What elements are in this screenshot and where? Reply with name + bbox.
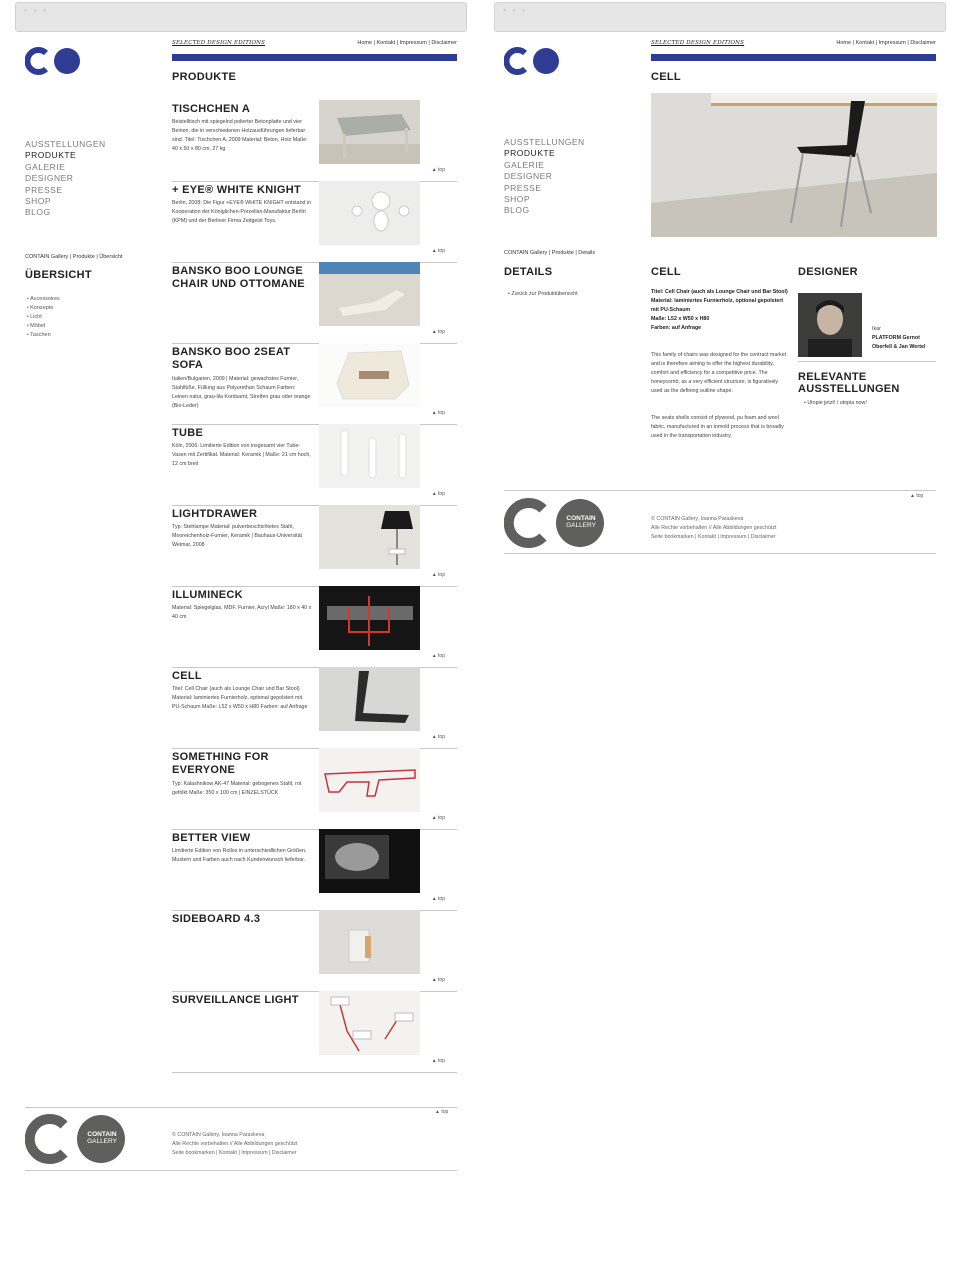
top-links[interactable]: Home | Kontakt | Impressum | Disclaimer bbox=[836, 40, 936, 46]
product-title[interactable]: BANSKO BOO 2SEAT SOFA bbox=[172, 346, 291, 371]
product-item[interactable] bbox=[172, 424, 457, 506]
sideboard-image bbox=[319, 910, 420, 974]
nav-item-produkte[interactable]: PRODUKTE bbox=[504, 148, 556, 159]
product-description: Limitierte Edition von Rollos in unterschiedlichen Größen, Mustern und Farben auch nach Kundenwunsch lieferbar. bbox=[172, 848, 307, 863]
product-item[interactable] bbox=[172, 262, 457, 344]
logo-co-icon bbox=[25, 47, 81, 75]
description-paragraph-2: The seats shells consist of plywood, pu foam and wool fabric, manufactured in an inmold process that is broadly used in the transportation industry. bbox=[651, 415, 784, 439]
product-item[interactable] bbox=[172, 586, 457, 668]
cell-chair-hero-image bbox=[651, 93, 937, 237]
lamp-image bbox=[319, 505, 420, 569]
product-item[interactable] bbox=[172, 343, 457, 425]
product-overview-page bbox=[15, 0, 467, 1272]
back-link[interactable] bbox=[508, 290, 578, 299]
product-description: Italien/Bulgarien, 2009 | Material: gewachstes Furnier, Stahlfüße, Füllung aus Polyurethan Schaum Farben: Leinen natur, grau-lila Kordsamt, Streifen grau oder orange (Bio-Leder) bbox=[172, 376, 311, 409]
nav-item-presse[interactable]: PRESSE bbox=[504, 182, 542, 193]
logo-text-line1: CONTAIN bbox=[566, 515, 596, 522]
sofa-image bbox=[319, 343, 420, 407]
camera-lamp-image bbox=[319, 991, 420, 1055]
details-heading: DETAILS bbox=[504, 266, 553, 278]
main-nav bbox=[504, 137, 585, 217]
product-title[interactable]: ILLUMINECK bbox=[172, 589, 243, 601]
chair-photo[interactable] bbox=[319, 667, 420, 731]
chandelier-photo[interactable] bbox=[319, 586, 420, 650]
side-table-photo[interactable] bbox=[319, 100, 420, 164]
lamp-photo[interactable] bbox=[319, 505, 420, 569]
product-title[interactable]: BANSKO BOO LOUNGE CHAIR UND OTTOMANE bbox=[172, 265, 305, 290]
spec-dimensions: Maße: L52 x W50 x H80 bbox=[651, 316, 710, 322]
category-licht[interactable]: • Licht bbox=[27, 313, 60, 322]
back-to-top-link[interactable]: ▲ top bbox=[431, 410, 445, 416]
nav-item-ausstellungen[interactable]: AUSSTELLUNGEN bbox=[504, 137, 585, 147]
footer-top-link[interactable]: ▲ top bbox=[435, 1109, 449, 1115]
product-item[interactable] bbox=[172, 667, 457, 749]
chair-image bbox=[319, 667, 420, 731]
product-description: Berlin, 2008: Die Figur +EYE® WHITE KNIGHT entstand in Kooperation der Königlichen-Porzellan-Manufaktur Berlin (KPM) und der Berliner Firma Zeitgeist Toys. bbox=[172, 200, 312, 224]
figures-image bbox=[319, 181, 420, 245]
page-title: PRODUKTE bbox=[172, 71, 237, 83]
footer-text bbox=[651, 515, 776, 542]
nav-item-designer[interactable]: DESIGNER bbox=[25, 173, 74, 184]
back-to-top-link[interactable]: ▲ top bbox=[431, 572, 445, 578]
product-title[interactable]: + EYE® WHITE KNIGHT bbox=[172, 184, 302, 196]
product-title[interactable]: LIGHTDRAWER bbox=[172, 508, 258, 520]
designer-divider bbox=[798, 361, 936, 362]
product-title[interactable]: CELL bbox=[172, 670, 202, 682]
product-item[interactable] bbox=[172, 748, 457, 830]
camera-lamp-photo[interactable] bbox=[319, 991, 420, 1055]
cell-heading: CELL bbox=[651, 266, 681, 278]
nav-item-produkte[interactable]: PRODUKTE bbox=[25, 150, 77, 161]
chandelier-image bbox=[319, 586, 420, 650]
designer-name[interactable]: PLATFORM Gernot Oberfell & Jan Wertel bbox=[872, 335, 926, 350]
product-description: Beistelltisch mit spiegelnd polierter Betonplatte und vier Beinen, die in verschiedenen Holzausführungen lieferbar sind. Titel: Tischchen A, 2009 Material: Beton, Holz Maße: 40 x 50 x 80 cm, 27 kg bbox=[172, 119, 308, 152]
back-to-top-link[interactable]: ▲ top bbox=[431, 329, 445, 335]
nav-item-galerie[interactable]: GALERIE bbox=[504, 159, 545, 170]
nav-item-shop[interactable]: SHOP bbox=[504, 194, 531, 205]
logo-text-line2: GALLERY bbox=[566, 522, 596, 529]
description-paragraph-1: This family of chairs was designed for the contract market and is therefore aiming to offer the highest durability, comfort and efficiency for a competitive price. The honeycomb, as a very efficient structure, is figuratively used as the defining outline shape. bbox=[651, 352, 787, 394]
logo[interactable] bbox=[504, 47, 560, 75]
roller-blind-image bbox=[319, 829, 420, 893]
designer-label: Ikar bbox=[872, 326, 881, 332]
back-to-top-link[interactable]: ▲ top bbox=[431, 896, 445, 902]
selected-editions-link[interactable]: SELECTED DESIGN EDITIONS bbox=[172, 40, 266, 46]
rifle-sculpture-image bbox=[319, 748, 420, 812]
product-title[interactable]: BETTER VIEW bbox=[172, 832, 251, 844]
rifle-sculpture-photo[interactable] bbox=[319, 748, 420, 812]
back-to-top-link[interactable]: ▲ top bbox=[431, 167, 445, 173]
back-to-top-link[interactable]: ▲ top bbox=[431, 653, 445, 659]
footer-text bbox=[172, 1131, 297, 1158]
accent-bar bbox=[651, 54, 936, 61]
product-title[interactable]: TUBE bbox=[172, 427, 204, 439]
designer-portrait-image bbox=[798, 293, 862, 357]
category-moebel[interactable]: • Möbel bbox=[27, 322, 60, 331]
back-to-top-link[interactable]: ▲ top bbox=[431, 977, 445, 983]
nav-item-galerie[interactable]: GALERIE bbox=[25, 161, 66, 172]
sidebar-heading: ÜBERSICHT bbox=[25, 269, 92, 281]
product-item[interactable] bbox=[172, 829, 457, 911]
back-to-top-link[interactable]: ▲ top bbox=[431, 815, 445, 821]
designer-portrait[interactable] bbox=[798, 293, 862, 357]
nav-item-presse[interactable]: PRESSE bbox=[25, 184, 63, 195]
designer-info bbox=[872, 325, 936, 352]
product-title[interactable]: SOMETHING FOR EVERYONE bbox=[172, 751, 269, 776]
window-dots-icon: ● ● ● bbox=[24, 8, 49, 14]
sofa-photo[interactable] bbox=[319, 343, 420, 407]
footer-copyright: © CONTAIN Gallery, Ioanna Paraskeva bbox=[172, 1132, 265, 1138]
spec-title: Titel: Cell Chair (auch als Lounge Chair und Bar Stool) bbox=[651, 289, 788, 295]
nav-item-blog[interactable]: BLOG bbox=[25, 207, 51, 218]
bullet-icon: • bbox=[804, 400, 808, 406]
nav-item-blog[interactable]: BLOG bbox=[504, 205, 530, 216]
product-item[interactable] bbox=[172, 100, 457, 182]
nav-item-designer[interactable]: DESIGNER bbox=[504, 171, 553, 182]
logo-co-icon bbox=[504, 47, 560, 75]
designer-heading: DESIGNER bbox=[798, 266, 858, 278]
product-title[interactable]: TISCHCHEN A bbox=[172, 103, 251, 115]
footer-links[interactable]: Seite bookmarken | Kontakt | Impressum | Disclaimer bbox=[172, 1150, 297, 1156]
footer-rights: Alle Rechte vorbehalten // Alle Abbildungen geschützt bbox=[651, 525, 777, 531]
selected-editions-link[interactable]: SELECTED DESIGN EDITIONS bbox=[651, 40, 745, 46]
footer-rights: Alle Rechte vorbehalten // Alle Abbildungen geschützt bbox=[172, 1141, 298, 1147]
product-title[interactable]: SIDEBOARD 4.3 bbox=[172, 913, 261, 925]
lounge-chair-photo[interactable] bbox=[319, 262, 420, 326]
footer-divider bbox=[504, 490, 936, 491]
exhibitions-heading: RELEVANTE AUSSTELLUNGEN bbox=[798, 371, 900, 395]
logo-text-line2: GALLERY bbox=[87, 1138, 117, 1145]
back-to-top-link[interactable]: ▲ top bbox=[431, 1058, 445, 1064]
footer-logo[interactable] bbox=[504, 498, 606, 548]
window-dots-icon: ● ● ● bbox=[503, 8, 528, 14]
footer-copyright: © CONTAIN Gallery, Ioanna Paraskeva bbox=[651, 516, 744, 522]
side-table-image bbox=[319, 100, 420, 164]
accent-bar bbox=[172, 54, 457, 61]
top-links[interactable]: Home | Kontakt | Impressum | Disclaimer bbox=[357, 40, 457, 46]
product-description: Typ: Kalashnikow AK-47 Material: gebogenes Stahl, rot gefolkt Maße: 350 x 100 cm | EINZELSTÜCK bbox=[172, 781, 302, 796]
breadcrumb[interactable]: CONTAIN Gallery | Produkte | Übersicht bbox=[25, 254, 123, 260]
nav-item-ausstellungen[interactable]: AUSSTELLUNGEN bbox=[25, 139, 106, 149]
footer-bottom-divider bbox=[25, 1170, 457, 1171]
product-description: Material: Spiegelglas, MDF, Furnier, Acryl Maße: 180 x 40 x 40 cm bbox=[172, 605, 312, 620]
back-link-text[interactable]: Zurück zur Produktübersicht bbox=[511, 291, 578, 297]
footer-logo[interactable] bbox=[25, 1114, 127, 1164]
breadcrumb[interactable]: CONTAIN Gallery | Produkte | Details bbox=[504, 250, 596, 256]
footer-links[interactable]: Seite bookmarken | Kontakt | Impressum | Disclaimer bbox=[651, 534, 776, 540]
browser-chrome bbox=[15, 2, 467, 32]
category-konzepte[interactable]: • Konzepte bbox=[27, 304, 60, 313]
category-taschen[interactable]: • Taschen bbox=[27, 331, 60, 340]
product-detail-page bbox=[494, 0, 946, 600]
back-to-top-link[interactable]: ▲ top bbox=[431, 248, 445, 254]
footer-divider bbox=[25, 1107, 457, 1108]
vases-image bbox=[319, 424, 420, 488]
back-to-top-link[interactable]: ▲ top bbox=[431, 491, 445, 497]
product-title[interactable]: SURVEILLANCE LIGHT bbox=[172, 994, 299, 1006]
porcelain-figures-photo[interactable] bbox=[319, 181, 420, 245]
exhibition-item[interactable] bbox=[804, 399, 867, 408]
product-description: Köln, 2006: Limitierte Edition von insgesamt vier Tube-Vasen mit Zertifikat. Material: Keramik | Maße: 21 cm hoch, 12 cm breit bbox=[172, 443, 311, 467]
category-accessoires[interactable]: • Accessoires bbox=[27, 295, 60, 304]
product-item[interactable] bbox=[172, 991, 457, 1073]
spec-colors: Farben: auf Anfrage bbox=[651, 325, 702, 331]
lounge-chair-image bbox=[319, 262, 420, 326]
browser-chrome bbox=[494, 2, 946, 32]
roller-blind-photo[interactable] bbox=[319, 829, 420, 893]
page-title: CELL bbox=[651, 71, 681, 83]
footer-top-link[interactable]: ▲ top bbox=[910, 493, 924, 499]
exhibition-item-text[interactable]: Utopie jetzt! / utopia now! bbox=[807, 400, 867, 406]
product-description: Titel: Cell Chair (auch als Lounge Chair und Bar Stool) Material: laminiertes Furnierholz, optional gepolstert mit PU-Schaum Maße: L52 x W50 x H80 Farben: auf Anfrage bbox=[172, 686, 308, 710]
spec-list bbox=[651, 288, 791, 333]
main-nav bbox=[25, 139, 106, 219]
footer-bottom-divider bbox=[504, 553, 936, 554]
spec-material: Material: laminiertes Furnierholz, optional gepolstert mit PU-Schaum bbox=[651, 298, 784, 313]
category-list bbox=[27, 295, 60, 340]
vases-photo[interactable] bbox=[319, 424, 420, 488]
logo-text-line1: CONTAIN bbox=[87, 1131, 117, 1138]
logo[interactable] bbox=[25, 47, 81, 75]
product-item[interactable] bbox=[172, 505, 457, 587]
product-description: Typ: Stehlampe Material: pulverbeschichtetes Stahl, Mooreichenholz-Furnier, Keramik | Bauhaus-Universität Weimar, 2008 bbox=[172, 524, 303, 548]
bullet-icon: • bbox=[508, 291, 512, 297]
product-item[interactable] bbox=[172, 910, 457, 992]
product-item[interactable] bbox=[172, 181, 457, 263]
nav-item-shop[interactable]: SHOP bbox=[25, 196, 52, 207]
logo-text bbox=[562, 515, 600, 529]
sideboard-photo[interactable] bbox=[319, 910, 420, 974]
hero-image bbox=[651, 93, 937, 237]
logo-text bbox=[83, 1131, 121, 1145]
back-to-top-link[interactable]: ▲ top bbox=[431, 734, 445, 740]
